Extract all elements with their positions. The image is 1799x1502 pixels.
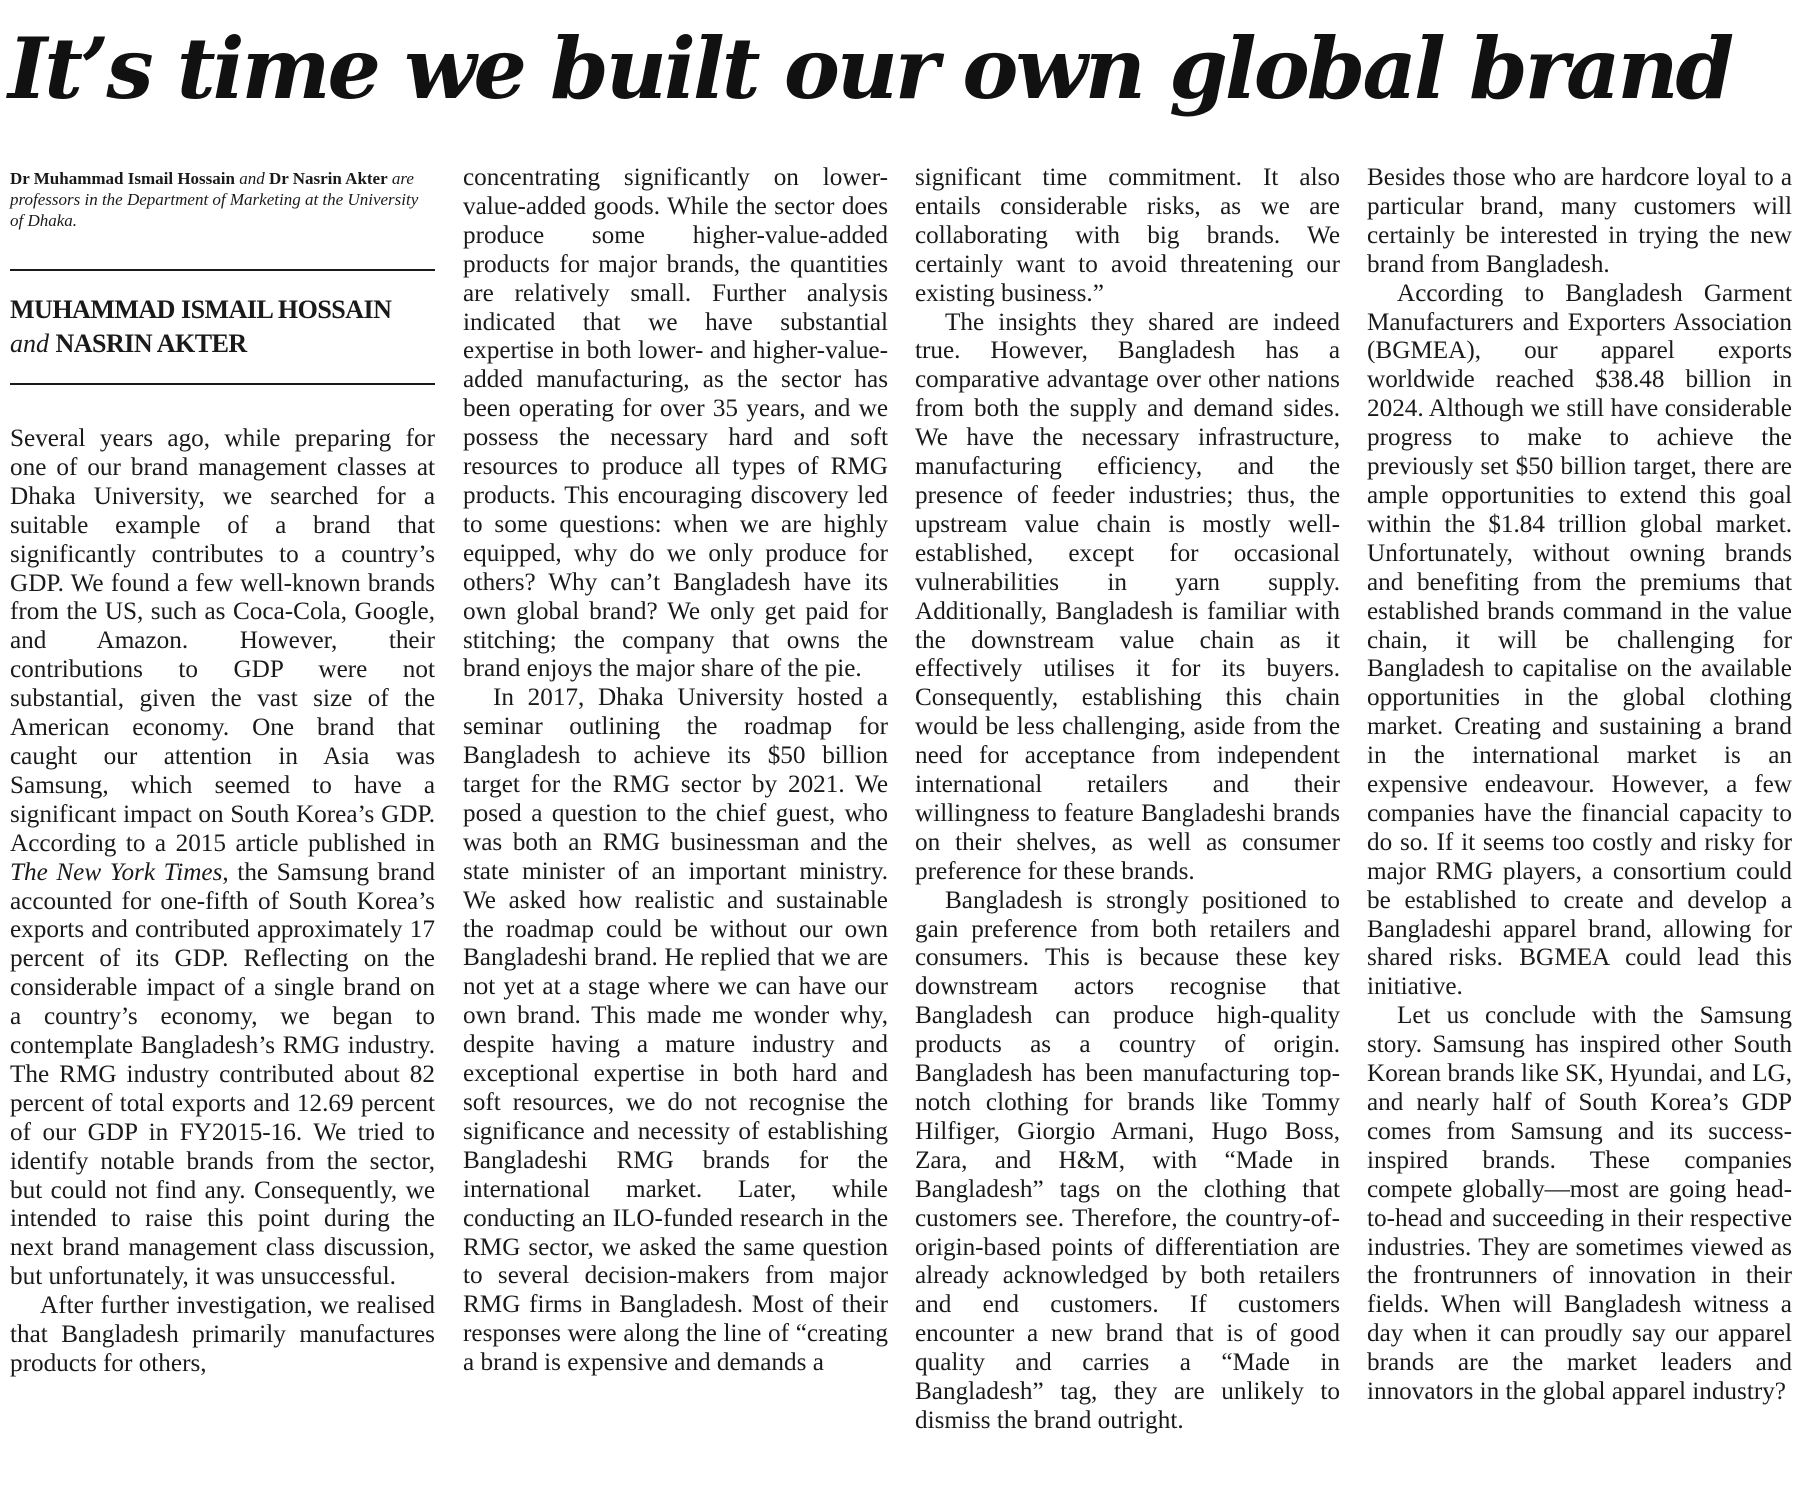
body-paragraph <box>915 887 1340 1436</box>
body-paragraph <box>1367 164 1792 280</box>
column-2 <box>463 164 888 1378</box>
author-bio-name-1: Dr Muhammad Ismail Hossain <box>10 169 235 188</box>
byline-name-1: MUHAMMAD ISMAIL HOSSAIN <box>10 295 392 324</box>
body-paragraph <box>1367 1002 1792 1407</box>
body-paragraph <box>463 684 888 1378</box>
paragraph-text: The insights they shared are indeed true. However, Bangladesh has a comparative advantage over other nations from both the supply and demand sides. We have the necessary infrastructure, manufacturing efficiency, and the presence of feeder industries; thus, the upstream value chain is mostly well-established, except for occasional vulnerabilities in yarn supply. Additionally, Bangladesh is familiar with the downstream value chain as it effectively utilises it for its buyers. Consequently, establishing this chain would be less challenging, aside from the need for acceptance from independent international retailers and their willingness to feature Bangladeshi brands on their shelves, as well as consumer preference for these brands. <box>915 308 1340 885</box>
body-paragraph <box>10 1292 435 1379</box>
byline <box>10 293 435 361</box>
paragraph-text: Besides those who are hardcore loyal to a particular brand, many customers will certainly be interested in trying the new brand from Bangladesh. <box>1367 164 1792 278</box>
paragraph-text: In 2017, Dhaka University hosted a seminar outlining the roadmap for Bangladesh to achieve its $50 billion target for the RMG sector by 2021. We posed a question to the chief guest, who was both an RMG businessman and the state minister of an important ministry. We asked how realistic and sustainable the roadmap could be without our own Bangladeshi brand. He replied that we are not yet at a stage where we can have our own brand. This made me wonder why, despite having a mature industry and exceptional expertise in both hard and soft resources, we do not recognise the significance and necessity of establishing Bangladeshi RMG brands for the international market. Later, while conducting an ILO-funded research in the RMG sector, we asked the same question to several decision-makers from major RMG firms in Bangladesh. Most of their responses were along the line of “creating a brand is expensive and demands a <box>463 684 888 1377</box>
paragraph-text: According to Bangladesh Garment Manufacturers and Exporters Association (BGMEA), our apparel exports worldwide reached $38.48 billion in 2024. Although we still have considerable progress to make to achieve the previously set $50 billion target, there are ample opportunities to extend this goal within the $1.84 trillion global market. Unfortunately, without owning brands and benefiting from the premiums that established brands command in the value chain, it will be challenging for Bangladesh to capitalise on the available opportunities in the global clothing market. Creating and sustaining a brand in the international market is an expensive endeavour. However, a few companies have the financial capacity to do so. If it seems too costly and risky for major RMG players, a consortium could be established to create and develop a Bangladeshi apparel brand, allowing for shared risks. BGMEA could lead this initiative. <box>1367 279 1792 1001</box>
column-3-body <box>915 164 1340 1436</box>
body-paragraph <box>915 309 1340 887</box>
byline-and: and <box>10 329 49 358</box>
paragraph-text: , the Samsung brand accounted for one-fifth of South Korea’s exports and contributed approximately 17 percent of its GDP. Reflecting on the considerable impact of a single brand on a country’s economy, we began to contemplate Bangladesh’s RMG industry. The RMG industry contributed about 82 percent of total exports and 12.69 percent of our GDP in FY2015-16. We tried to identify notable brands from the sector, but could not find any. Consequently, we intended to raise this point during the next brand management class discussion, but unfortunately, it was unsuccessful. <box>10 858 435 1291</box>
column-1 <box>10 168 435 1379</box>
body-paragraph <box>10 425 435 1292</box>
column-4 <box>1367 164 1792 1407</box>
publication-name: The New York Times <box>10 858 223 886</box>
byline-name-2: NASRIN AKTER <box>55 329 247 358</box>
paragraph-text: Let us conclude with the Samsung story. Samsung has inspired other South Korean brands like SK, Hyundai, and LG, and nearly half of South Korea’s GDP comes from Samsung and its success-inspired brands. These companies compete globally—most are going head-to-head and succeeding in their respective industries. They are sometimes viewed as the frontrunners of innovation in their fields. When will Bangladesh witness a day when it can proudly say our apparel brands are the market leaders and innovators in the global apparel industry? <box>1367 1002 1792 1406</box>
column-3 <box>915 164 1340 1436</box>
author-bio-description: are professors in the Department of Marketing at the University of Dhaka. <box>10 169 419 230</box>
paragraph-text: concentrating significantly on lower-value-added goods. While the sector does produce some higher-value-added products for major brands, the quantities are relatively small. Further analysis indicated that we have substantial expertise in both lower- and higher-value-added manufacturing, as the sector has been operating for over 35 years, and we possess the necessary hard and soft resources to produce all types of RMG products. This encouraging discovery led to some questions: when we are highly equipped, why do we only produce for others? Why can’t Bangladesh have its own global brand? We only get paid for stitching; the company that owns the brand enjoys the major share of the pie. <box>463 164 888 683</box>
headline: It’s time we built our own global brand <box>8 19 1732 118</box>
column-2-body <box>463 164 888 1378</box>
body-paragraph <box>1367 280 1792 1003</box>
column-4-body <box>1367 164 1792 1407</box>
paragraph-text: significant time commitment. It also entails considerable risks, as we are collaborating with big brands. We certainly want to avoid threatening our existing business.” <box>915 164 1340 307</box>
paragraph-text: Several years ago, while preparing for one of our brand management classes at Dhaka University, we searched for a suitable example of a brand that significantly contributes to a country’s GDP. We found a few well-known brands from the US, such as Coca-Cola, Google, and Amazon. However, their contributions to GDP were not substantial, given the vast size of the American economy. One brand that caught our attention in Asia was Samsung, which seemed to have a significant impact on South Korea’s GDP. According to a 2015 article published in <box>10 425 435 857</box>
column-1-body <box>10 425 435 1379</box>
author-bio-name-2: Dr Nasrin Akter <box>268 169 388 188</box>
body-paragraph <box>463 164 888 684</box>
paragraph-text: Bangladesh is strongly positioned to gain preference from both retailers and consumers. This is because these key downstream actors recognise that Bangladesh can produce high-quality products as a country of origin. Bangladesh has been manufacturing top-notch clothing for brands like Tommy Hilfiger, Giorgio Armani, Hugo Boss, Zara, and H&M, with “Made in Bangladesh” tags on the clothing that customers see. Therefore, the country-of-origin-based points of differentiation are already acknowledged by both retailers and end customers. If customers encounter a new brand that is of good quality and carries a “Made in Bangladesh” tag, they are unlikely to dismiss the brand outright. <box>915 886 1340 1434</box>
paragraph-text: After further investigation, we realised that Bangladesh primarily manufactures products for others, <box>10 1292 435 1377</box>
author-bio-and: and <box>234 169 269 188</box>
body-paragraph <box>915 164 1340 309</box>
author-bio <box>10 168 435 231</box>
